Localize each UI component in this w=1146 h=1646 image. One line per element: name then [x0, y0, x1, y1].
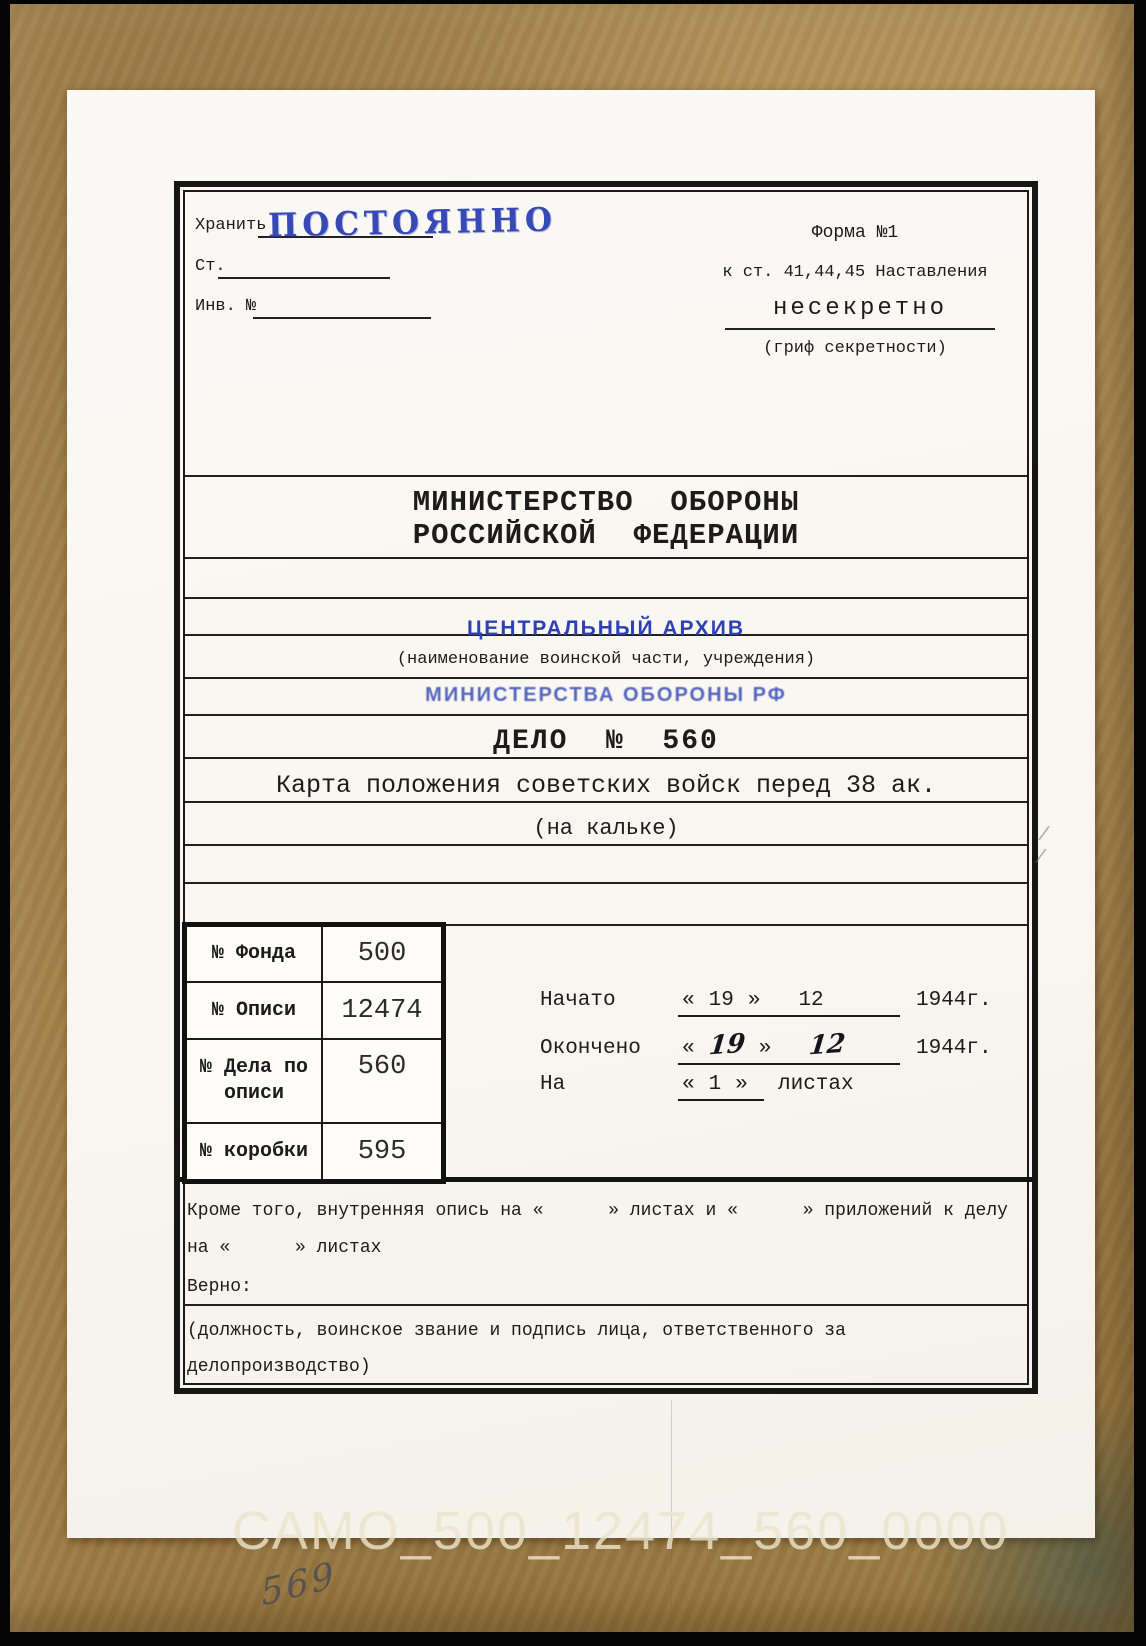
rule-line [185, 801, 1027, 803]
rule-line [185, 844, 1027, 846]
quote-close: » [758, 1037, 772, 1060]
sheets-field [678, 1073, 764, 1101]
table-row [187, 1124, 441, 1179]
started-row [540, 989, 992, 1017]
fond-number-value: 500 [357, 939, 407, 969]
unit-name-caption: (наименование воинской части, учреждения) [396, 650, 816, 669]
sheets-row [540, 1073, 854, 1101]
finished-field [678, 1030, 900, 1065]
keep-label: Хранить [195, 216, 267, 235]
archive-stamp-line2: МИНИСТЕРСТВА ОБОРОНЫ РФ [425, 684, 787, 706]
table-row [187, 983, 441, 1040]
ministry-line2: РОССИЙСКОЙ ФЕДЕРАЦИИ [412, 519, 800, 552]
sheets-unit: листах [778, 1073, 854, 1096]
delo-number-value: 560 [357, 1052, 407, 1082]
rule-line [185, 882, 1027, 884]
finished-day-handwritten: 19 [707, 1028, 747, 1062]
fond-number-label: № Фонда [187, 927, 323, 981]
regulation-reference: к ст. 41,44,45 Наставления [722, 263, 988, 282]
form-frame [174, 181, 1066, 1394]
table-row [187, 1040, 441, 1124]
sheets-count: 1 [708, 1073, 722, 1096]
archive-watermark: САМО_500_12474_560_0000 [232, 1501, 1010, 1561]
form-number: Форма №1 [811, 223, 899, 243]
started-field [678, 989, 900, 1017]
rule-line [185, 1304, 1027, 1306]
secrecy-value: несекретно [725, 295, 995, 330]
box-number-label: № коробки [187, 1124, 323, 1179]
kraft-envelope [10, 4, 1134, 1632]
pencil-marks: / / [1032, 823, 1066, 873]
rule-line [185, 757, 1027, 759]
case-subject: Карта положения советских войск перед 38 ак. [275, 771, 937, 800]
started-label: Начато [540, 989, 616, 1012]
rule-line [185, 557, 1027, 559]
table-row [187, 927, 441, 983]
secrecy-caption: (гриф секретности) [763, 339, 947, 358]
quote-open: « [682, 1037, 695, 1060]
extra-description-line1: Кроме того, внутренняя опись на « » листах и « » приложений к делу [187, 1201, 1008, 1221]
permanent-stamp: ПОСТОЯННО [267, 201, 558, 245]
sheets-label: На [540, 1073, 566, 1096]
box-number-value: 595 [357, 1136, 407, 1167]
finished-year: 1944г. [916, 1037, 992, 1060]
opis-number-label: № Описи [187, 983, 323, 1038]
extra-description-line2: на « » листах [187, 1238, 382, 1258]
case-title: ДЕЛО № 560 [493, 726, 719, 757]
opis-number-value: 12474 [341, 995, 423, 1026]
started-day: 19 [708, 989, 734, 1012]
ministry-line1: МИНИСТЕРСТВО ОБОРОНЫ [412, 486, 800, 519]
signature-caption-line1: (должность, воинское звание и подпись лица, ответственного за [187, 1321, 846, 1341]
st-label: Ст. [195, 257, 226, 276]
finished-label: Окончено [540, 1037, 641, 1060]
started-month: 12 [798, 989, 824, 1012]
inventory-underline [253, 317, 431, 319]
registry-table [182, 922, 446, 1184]
started-year: 1944г. [916, 989, 992, 1012]
handwritten-number: 569 [258, 1554, 339, 1615]
signature-caption-line2: делопроизводство) [187, 1357, 371, 1377]
certified-label: Верно: [187, 1277, 252, 1297]
quote-close: » [747, 989, 761, 1012]
cover-sheet-paper [67, 90, 1095, 1538]
delo-number-label: № Дела по описи [187, 1040, 323, 1122]
quote-open: « [682, 989, 695, 1012]
st-underline [218, 277, 390, 279]
quote-open: « [682, 1073, 695, 1096]
case-medium-note: (на кальке) [533, 816, 679, 841]
finished-row [540, 1030, 992, 1065]
quote-close: » [735, 1073, 748, 1096]
finished-month-handwritten: 12 [807, 1028, 848, 1062]
inventory-label: Инв. № [195, 297, 257, 316]
archive-stamp-line1: ЦЕНТРАЛЬНЫЙ АРХИВ [466, 617, 746, 640]
rule-line [185, 475, 1027, 477]
